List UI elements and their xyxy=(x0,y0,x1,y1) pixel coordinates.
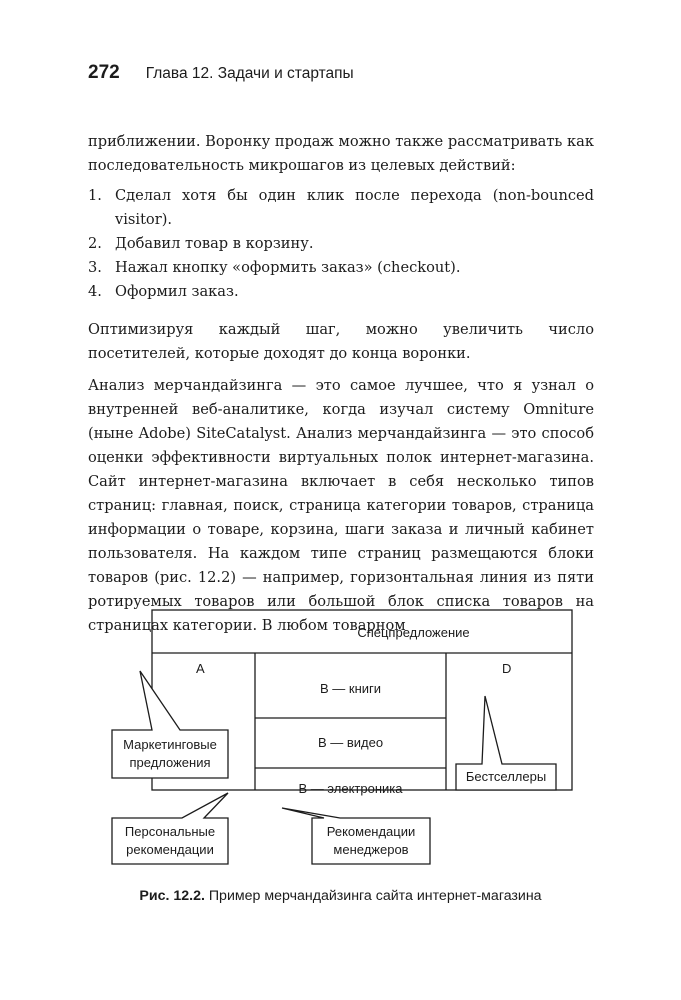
figure-merchandising xyxy=(110,608,574,886)
b-books-label: B — книги xyxy=(319,681,382,696)
block-d-label: D xyxy=(502,661,512,676)
callout-personal-text: Персональные рекомендации xyxy=(124,824,216,857)
paragraph-intro: приближении. Воронку продаж можно также рассматривать как последовательность микрошагов из целевых действий: xyxy=(88,133,594,174)
paragraph-intro-block xyxy=(88,130,594,178)
page-header xyxy=(88,62,354,92)
block-a-label: A xyxy=(196,661,205,676)
list-item: 4. Оформил заказ. xyxy=(88,283,239,300)
b-electronics-label: B — электроника xyxy=(298,781,403,796)
page-number: 272 xyxy=(88,62,120,83)
figure-caption xyxy=(0,888,681,904)
paragraph-merchandising: Анализ мерчандайзинга — это самое лучшее, что я узнал о внутренней веб-аналитике, когда изучал систему Omniture (ныне Adobe) SiteCatalyst. Анализ мерчандайзинга — это способ оценки эффективности виртуальных полок интернет-магазина. Сайт интернет-магазина включает в себя несколько типов страниц: главная, поиск, страница категории товаров, страница информации о товаре, корзина, шаги заказа и личный кабинет пользователя. На каждом типе страниц размещаются блоки товаров (рис. 12.2) — например, горизонтальная линия из пяти ротируемых товаров или большой блок списка товаров на страницах категории. В любом товарном xyxy=(88,377,594,634)
paragraph-optimization-block xyxy=(88,318,594,366)
callout-bestsellers-text: Бестселлеры xyxy=(465,769,547,784)
paragraph-merchandising-block xyxy=(88,374,594,638)
caption-text: Пример мерчандайзинга сайта интернет-магазина xyxy=(204,888,542,904)
special-offer-label: Спецпредложение xyxy=(357,625,470,640)
b-video-label: B — видео xyxy=(317,735,384,750)
chapter-title: Глава 12. Задачи и стартапы xyxy=(145,65,354,82)
list-item: 1. Сделал хотя бы один клик после перехода (non-bounced visitor). xyxy=(88,187,594,228)
funnel-steps-list xyxy=(88,184,594,304)
callout-marketing-text: Маркетинговые предложения xyxy=(123,737,217,770)
list-item: 2. Добавил товар в корзину. xyxy=(88,235,314,252)
caption-number: Рис. 12.2. xyxy=(139,888,205,904)
callout-managers-text: Рекомендации менеджеров xyxy=(326,824,416,857)
paragraph-optimization: Оптимизируя каждый шаг, можно увеличить число посетителей, которые доходят до конца воронки. xyxy=(88,321,594,362)
list-item: 3. Нажал кнопку «оформить заказ» (checkout). xyxy=(88,259,461,276)
